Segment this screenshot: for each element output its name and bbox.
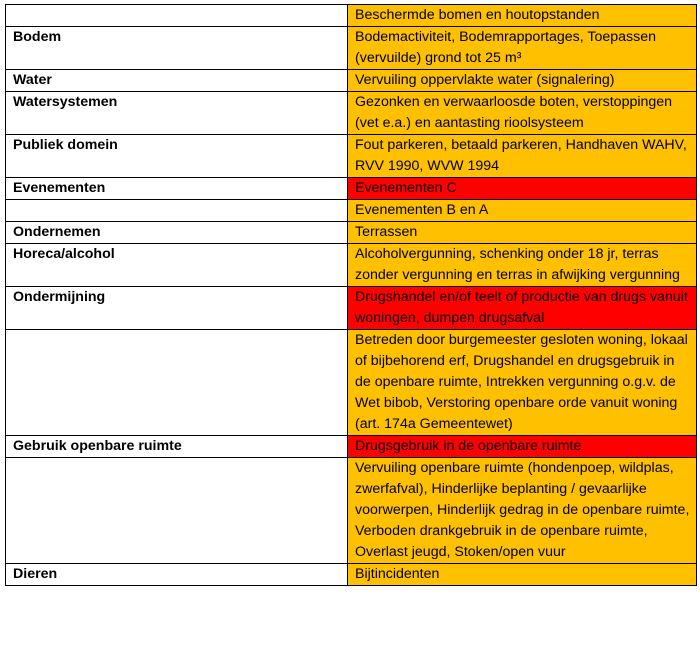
table-row [6, 135, 697, 178]
table-row [6, 330, 697, 436]
category-cell [6, 458, 348, 564]
description-cell: Vervuiling openbare ruimte (hondenpoep, wildplas, zwerfafval), Hinderlijke beplanting / gevaarlijke voorwerpen, Hinderlijk gedrag in de openbare ruimte, Verboden drankgebruik in de openbare ruimte, Overlast jeugd, Stoken/open vuur [348, 458, 697, 564]
table-row [6, 5, 697, 27]
description-cell: Bijtincidenten [348, 564, 697, 586]
table-row [6, 436, 697, 458]
table-row [6, 222, 697, 244]
description-cell: Beschermde bomen en houtopstanden [348, 5, 697, 27]
table-row [6, 244, 697, 287]
description-cell: Evenementen C [348, 178, 697, 200]
table-row [6, 287, 697, 330]
enforcement-priority-table [5, 4, 697, 586]
category-cell: Publiek domein [6, 135, 348, 178]
category-cell: Dieren [6, 564, 348, 586]
description-cell: Evenementen B en A [348, 200, 697, 222]
category-cell: Water [6, 70, 348, 92]
table-row [6, 27, 697, 70]
category-cell: Evenementen [6, 178, 348, 200]
category-cell: Gebruik openbare ruimte [6, 436, 348, 458]
table-row [6, 458, 697, 564]
description-cell: Bodemactiviteit, Bodemrapportages, Toepassen (vervuilde) grond tot 25 m³ [348, 27, 697, 70]
category-cell [6, 200, 348, 222]
category-cell: Ondernemen [6, 222, 348, 244]
description-cell: Drugshandel en/of teelt of productie van drugs vanuit woningen, dumpen drugsafval [348, 287, 697, 330]
description-cell: Betreden door burgemeester gesloten woning, lokaal of bijbehorend erf, Drugshandel en drugsgebruik in de openbare ruimte, Intrekken vergunning o.g.v. de Wet bibob, Verstoring openbare orde vanuit woning (art. 174a Gemeentewet) [348, 330, 697, 436]
table-row [6, 564, 697, 586]
description-cell: Fout parkeren, betaald parkeren, Handhaven WAHV, RVV 1990, WVW 1994 [348, 135, 697, 178]
category-cell: Watersystemen [6, 92, 348, 135]
description-cell: Alcoholvergunning, schenking onder 18 jr, terras zonder vergunning en terras in afwijking vergunning [348, 244, 697, 287]
description-cell: Drugsgebruik in de openbare ruimte [348, 436, 697, 458]
category-cell [6, 5, 348, 27]
category-cell: Horeca/alcohol [6, 244, 348, 287]
category-cell: Bodem [6, 27, 348, 70]
description-cell: Vervuiling oppervlakte water (signalering) [348, 70, 697, 92]
table-row [6, 200, 697, 222]
table-row [6, 178, 697, 200]
category-cell [6, 330, 348, 436]
description-cell: Terrassen [348, 222, 697, 244]
category-cell: Ondermijning [6, 287, 348, 330]
table-row [6, 92, 697, 135]
description-cell: Gezonken en verwaarloosde boten, verstoppingen (vet e.a.) en aantasting rioolsysteem [348, 92, 697, 135]
table-row [6, 70, 697, 92]
